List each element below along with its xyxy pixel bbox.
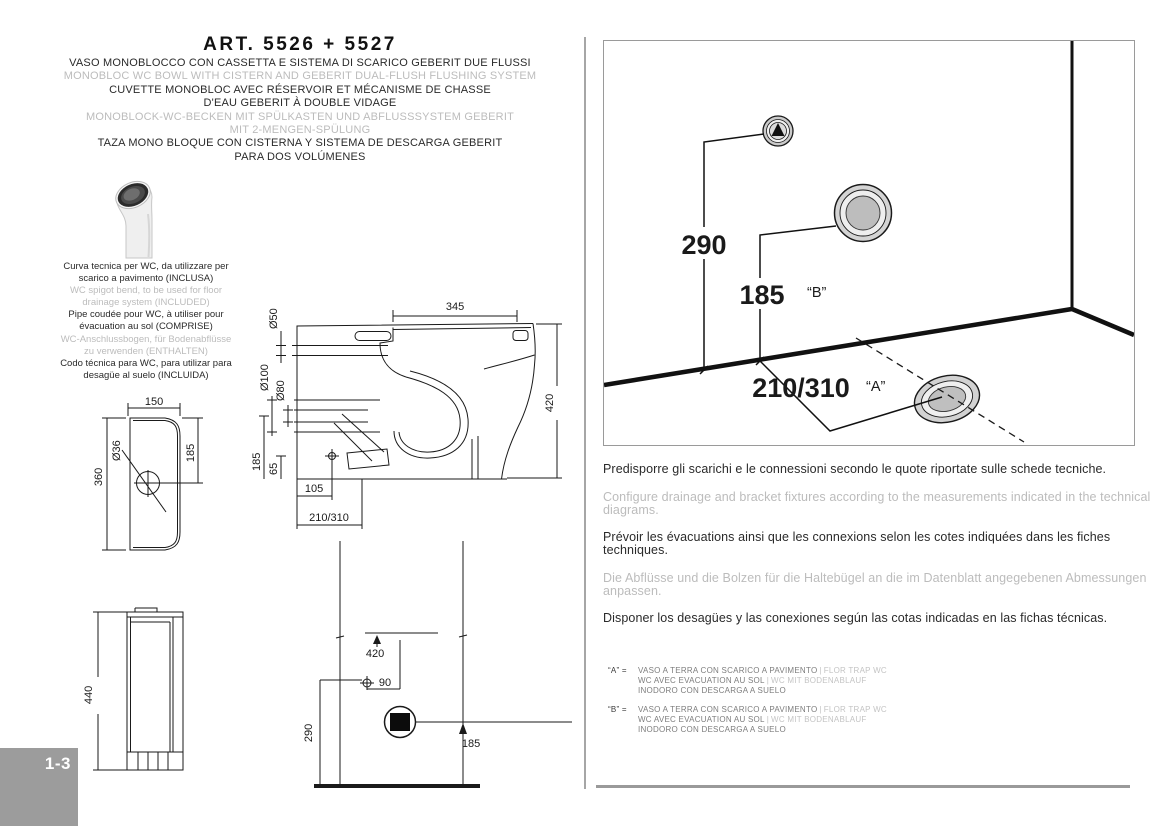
description-line-it: VASO MONOBLOCCO CON CASSETTA E SISTEMA DI SCARICO GEBERIT DUE FLUSSI <box>69 57 531 69</box>
dim-label: 185 <box>251 452 263 471</box>
legend-item-b: “B” = VASO A TERRA CON SCARICO A PAVIMENTO | FLOR TRAP WC WC AVEC EVACUATION AU SOL | WC MIT BODENABLAUF INODORO CON DESCARGA A SUELO <box>608 705 887 734</box>
dim-label: Ø80 <box>275 380 287 401</box>
dim-label: 65 <box>268 462 280 475</box>
dim-label: 360 <box>93 467 105 487</box>
dim-label: Ø36 <box>111 440 123 461</box>
installation-panel <box>603 40 1135 446</box>
dim-label: 290 <box>681 230 727 260</box>
bottom-rule <box>596 785 1130 788</box>
description-line-es1: TAZA MONO BLOQUE CON CISTERNA Y SISTEMA DE DESCARGA GEBERIT <box>97 137 503 150</box>
page-number-tab <box>0 748 78 826</box>
connection-holes-drawing <box>300 533 580 793</box>
description-line-de2: MIT 2-MENGEN-SPÜLUNG <box>229 124 371 137</box>
instruction-de: Die Abflüsse und die Bolzen für die Haltebügel an die im Datenblatt angegebenen Abmessungen anpassen. <box>603 570 1147 598</box>
dim-label: “A” <box>866 379 886 395</box>
dim-label: Ø50 <box>268 308 280 329</box>
page-title: ART. 5526 + 5527 <box>203 34 397 55</box>
water-inlet-valve-icon <box>763 116 793 146</box>
dim-label: 105 <box>304 483 324 495</box>
dim-label: 345 <box>445 301 465 313</box>
instruction-fr: Prévoir les évacuations ainsi que les connexions selon les cotes indiquées dans les fiches techniques. <box>603 530 1111 557</box>
dim-label: 420 <box>544 393 556 413</box>
instruction-it: Predisporre gli scarichi e le connessioni secondo le quote riportate sulle schede tecniche. <box>603 462 1107 476</box>
dim-label: 440 <box>83 685 95 705</box>
top-view-drawing <box>82 390 217 570</box>
description-line-de1: MONOBLOCK-WC-BECKEN MIT SPÜLKASTEN UND ABFLUSSSYSTEM GEBERIT <box>85 110 515 123</box>
instructions <box>603 463 1165 640</box>
dim-label: 420 <box>365 648 385 660</box>
description-line-fr1: CUVETTE MONOBLOC AVEC RÉSERVOIR ET MÉCANISME DE CHASSE <box>109 83 491 96</box>
instruction-es: Disponer los desagües y las conexiones según las cotas indicadas en las fichas técnicas. <box>603 611 1108 625</box>
side-section-drawing <box>250 293 572 543</box>
dim-label: 210/310 <box>309 512 349 524</box>
dim-label: 90 <box>378 677 392 689</box>
page-number: 1-3 <box>44 754 71 773</box>
section-divider <box>584 37 586 789</box>
legend-item-a: “A” = VASO A TERRA CON SCARICO A PAVIMENTO | FLOR TRAP WC WC AVEC EVACUATION AU SOL | WC MIT BODENABLAUF INODORO CON DESCARGA A SUELO <box>608 666 887 695</box>
cistern-front-drawing <box>80 598 195 778</box>
legend <box>608 666 1048 744</box>
dim-label: Ø100 <box>259 364 271 391</box>
dim-label: 210/310 <box>752 373 850 403</box>
dim-label: 290 <box>303 723 315 743</box>
spigot-bend-photo <box>108 180 172 260</box>
dim-label: 185 <box>185 443 197 463</box>
description-line-es2: PARA DOS VOLÚMENES <box>234 150 366 163</box>
description-line-fr2: D'EAU GEBERIT À DOUBLE VIDAGE <box>203 97 397 110</box>
dim-label: 185 <box>461 738 481 750</box>
legend-key-b: “B” = <box>608 705 627 714</box>
product-description <box>60 57 540 164</box>
installation-panel-drawing <box>604 41 1134 445</box>
wall-drain-b-icon <box>835 185 892 242</box>
dim-label: 185 <box>739 280 785 310</box>
description-line-en: MONOBLOC WC BOWL WITH CISTERN AND GEBERIT DUAL-FLUSH FLUSHING SYSTEM <box>63 70 537 83</box>
instruction-en: Configure drainage and bracket fixtures according to the measurements indicated in the technical diagrams. <box>603 489 1151 517</box>
included-bend-note: Curva tecnica per WC, da utilizzare per scarico a pavimento (INCLUSA) WC spigot bend, to be used for floor drainage system (INCLUDED) Pipe coudée pour WC, à utiliser pour évacuation au sol (COMPRISE) WC-Anschlussbogen, für Bodenabflüsse zu verwenden (ENTHALTEN) Codo técnica para WC, para utilizar para desagüe al suelo (INCLUIDA) <box>60 261 232 381</box>
dim-label: 150 <box>144 396 164 408</box>
dim-label: “B” <box>807 285 827 301</box>
legend-key-a: “A” = <box>608 666 627 675</box>
